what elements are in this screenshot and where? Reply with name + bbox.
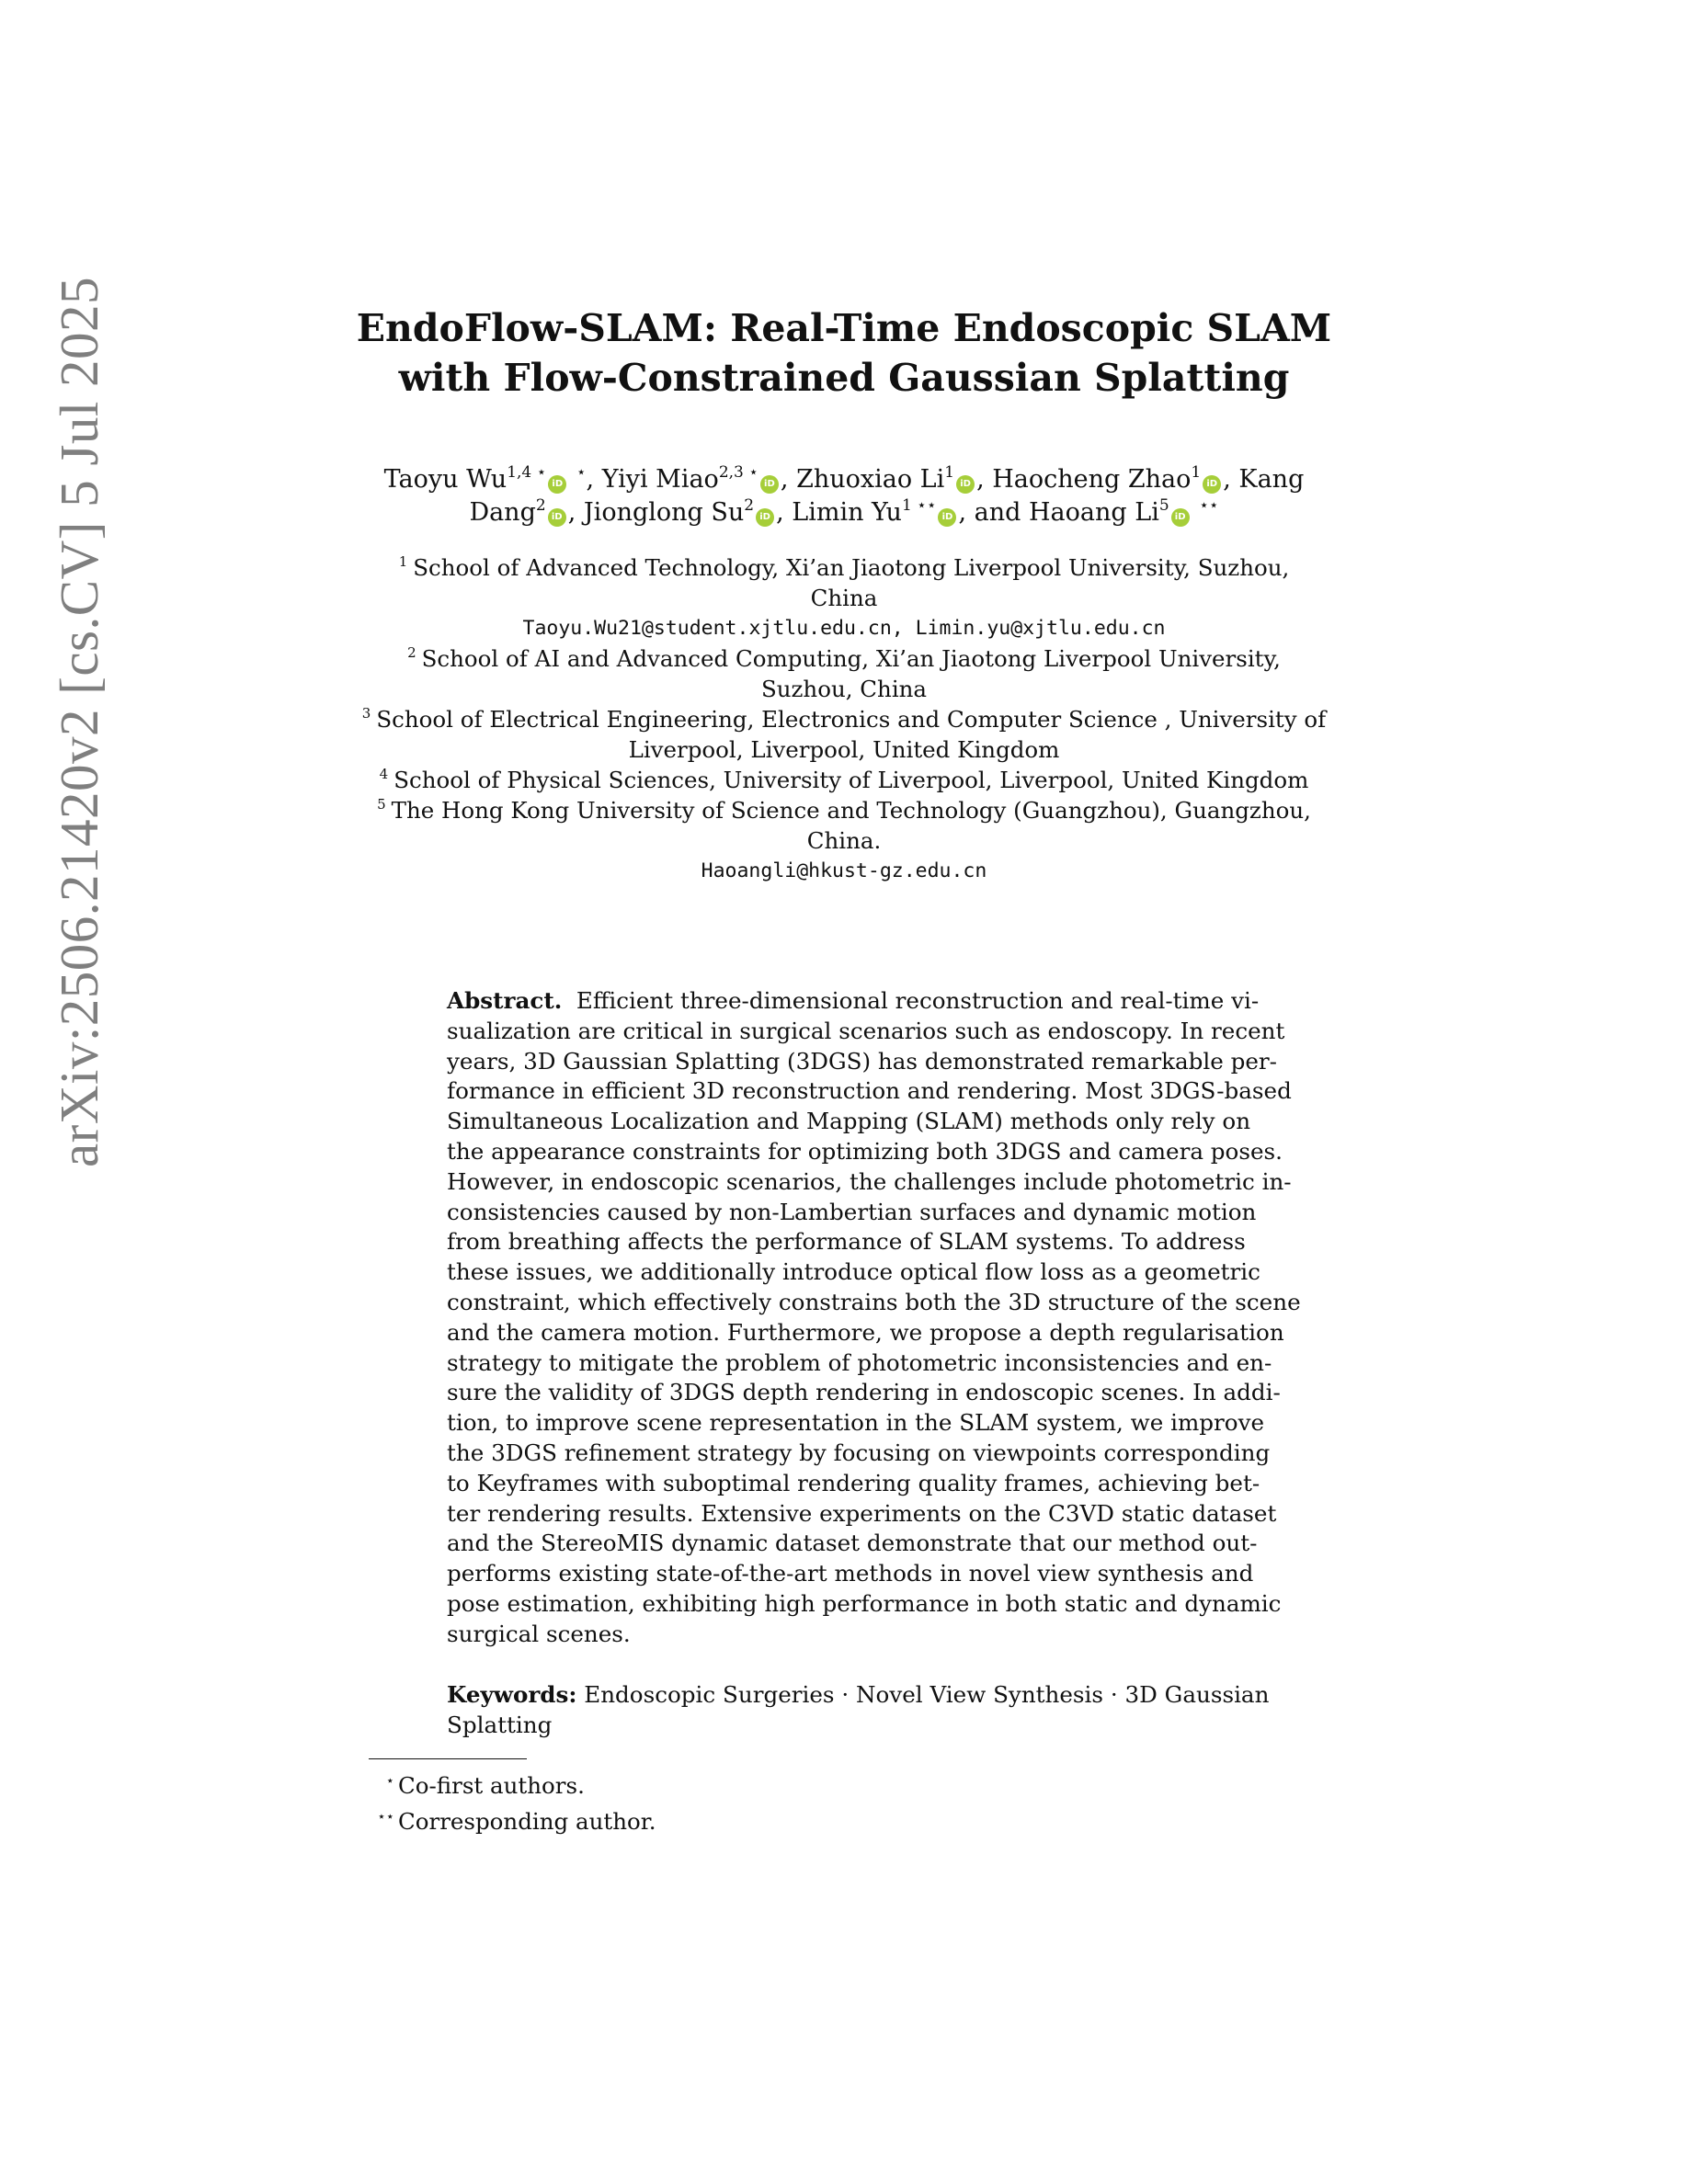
abstract-line: surgical scenes. — [447, 1620, 631, 1647]
affiliation-number: 1 — [398, 553, 408, 570]
arxiv-identifier-stamp: arXiv:2506.21420v2 [cs.CV] 5 Jul 2025 — [49, 277, 109, 1167]
author-name: Haocheng Zhao — [992, 465, 1192, 494]
author-mark: ⋆ — [576, 463, 587, 482]
abstract-line: pose estimation, exhibiting high performance in both static and dynamic — [447, 1589, 1282, 1617]
author-list — [276, 463, 1412, 529]
footnote-mark: ⋆⋆ — [377, 1807, 394, 1825]
abstract-line: tion, to improve scene representation in the SLAM system, we improve — [447, 1409, 1265, 1437]
author-line-1: Taoyu $Wu^{1,4 ⋆}iD$ ⋆, Yiyi Miao$^{2,3 ⋆}$iD , Zhuoxiao Li$^1$iD , Haocheng Zhao$^1$iD , Kang — [383, 463, 1305, 494]
author-affil-sup: 2 — [535, 496, 546, 515]
affiliation-number: 5 — [377, 796, 386, 813]
abstract-line: performs existing state-of-the-art methods in novel view synthesis and — [447, 1560, 1254, 1587]
abstract-line: to Keyframes with suboptimal rendering quality frames, achieving bet- — [447, 1469, 1260, 1496]
author-affil-sup: 1 ⋆⋆ — [901, 496, 937, 515]
abstract-line: and the StereoMIS dynamic dataset demonstrate that our method out- — [447, 1530, 1258, 1557]
title-line-2: with Flow-Constrained Gaussian Splatting — [398, 356, 1290, 400]
author-name: Yiyi Miao — [601, 465, 719, 494]
abstract-line: from breathing affects the performance of SLAM systems. To address — [447, 1228, 1246, 1256]
author-name: Zhuoxiao Li — [796, 465, 945, 494]
abstract-line: Abstract. Efficient three-dimensional reconstruction and real-time vi- — [447, 987, 1260, 1014]
author-affil-sup: 1 — [1191, 463, 1202, 482]
affiliation-5-email[interactable]: Haoangli@hkust-gz.edu.cn — [701, 859, 987, 882]
author-name: Jionglong Su — [583, 498, 745, 527]
affiliation-5: $^5$ The Hong Kong University of Science and Technology (Guangzhou), Guangzhou, — [377, 796, 1311, 824]
keywords-line: Splatting — [447, 1711, 553, 1738]
affiliation-number: 3 — [361, 705, 371, 722]
abstract-line: years, 3D Gaussian Splatting (3DGS) has demonstrated remarkable per- — [447, 1047, 1277, 1075]
footnote-divider — [369, 1758, 527, 1759]
author-mark: ⋆⋆ — [1199, 496, 1219, 515]
author-affil-sup: 2 — [744, 496, 755, 515]
author-name: Haoang Li — [1029, 498, 1159, 527]
abstract-line: ter rendering results. Extensive experiments on the C3VD static dataset — [447, 1499, 1277, 1527]
keywords-line: Keywords: Endoscopic Surgeries · Novel View Synthesis · 3D Gaussian — [447, 1681, 1270, 1708]
affiliation-list — [276, 552, 1412, 886]
abstract-line: the appearance constraints for optimizing both 3DGS and camera poses. — [447, 1137, 1283, 1165]
abstract-line: sualization are critical in surgical scenarios such as endoscopy. In recent — [447, 1017, 1285, 1044]
footnote-co-first: ⋆ Co-first authors. — [365, 1766, 656, 1802]
orcid-icon[interactable]: iD — [760, 475, 779, 494]
author-line-2: Dang$^2$iD , Jionglong Su$^2$iD , Limin $Yu^{1 ⋆⋆}iD$ , and Haoang Li$^5$iD ⋆⋆ — [469, 496, 1219, 527]
orcid-icon[interactable]: iD — [548, 475, 566, 494]
keywords — [447, 1680, 1270, 1741]
affiliation-2-cont: Suzhou, China — [760, 676, 928, 702]
affiliation-number: 4 — [379, 766, 389, 782]
orcid-icon[interactable]: iD — [756, 508, 774, 527]
affiliation-3: $^3$ School of Electrical Engineering, Electronics and Computer Science , University of — [361, 705, 1327, 733]
orcid-icon[interactable]: iD — [956, 475, 975, 494]
affiliation-4: $^4$ School of Physical Sciences, University of Liverpool, Liverpool, United Kingdom — [379, 766, 1309, 793]
abstract-line: Simultaneous Localization and Mapping (SLAM) methods only rely on — [447, 1108, 1251, 1135]
author-affil-sup: 5 — [1158, 496, 1169, 515]
footnote-mark: ⋆ — [385, 1772, 394, 1789]
abstract-line: consistencies caused by non-Lambertian surfaces and dynamic motion — [447, 1198, 1257, 1225]
author-name: Taoyu Wu — [383, 465, 508, 494]
abstract-label: Abstract. — [447, 987, 563, 1014]
keywords-label: Keywords: — [447, 1681, 577, 1708]
author-name: Limin Yu — [792, 498, 902, 527]
affiliation-1: $^1$ School of Advanced Technology, Xi’an Jiaotong Liverpool University, Suzhou, — [398, 553, 1290, 581]
footnote-corresponding: ⋆⋆ Corresponding author. — [365, 1802, 656, 1837]
author-name-part: Kang — [1238, 465, 1305, 494]
affiliation-2: $^2$ School of AI and Advanced Computing, Xi’an Jiaotong Liverpool University, — [407, 644, 1281, 672]
author-affil-sup: 1,4 ⋆ — [507, 463, 547, 482]
abstract — [447, 986, 1301, 1650]
paper-title — [276, 303, 1412, 403]
title-line-1: EndoFlow-SLAM: Real-Time Endoscopic SLAM — [356, 306, 1332, 350]
affiliation-1-email[interactable]: Taoyu.Wu21@student.xjtlu.edu.cn, Limin.yu@xjtlu.edu.cn — [522, 617, 1166, 640]
author-name-part: Dang — [469, 498, 536, 527]
abstract-line: the 3DGS refinement strategy by focusing on viewpoints corresponding — [447, 1439, 1271, 1466]
abstract-line: strategy to mitigate the problem of photometric inconsistencies and en- — [447, 1348, 1272, 1376]
abstract-line: formance in efficient 3D reconstruction and rendering. Most 3DGS-based — [447, 1077, 1292, 1105]
author-conjunction: and — [974, 498, 1021, 527]
author-affil-sup: 1 — [944, 463, 955, 482]
orcid-icon[interactable]: iD — [1203, 475, 1221, 494]
author-affil-sup: 2,3 ⋆ — [718, 463, 758, 482]
orcid-icon[interactable]: iD — [1171, 508, 1190, 527]
affiliation-1-cont: China — [810, 585, 878, 611]
affiliation-3-cont: Liverpool, Liverpool, United Kingdom — [628, 736, 1060, 763]
footnotes — [365, 1766, 656, 1837]
abstract-line: sure the validity of 3DGS depth rendering in endoscopic scenes. In addi- — [447, 1379, 1281, 1406]
affiliation-number: 2 — [407, 644, 416, 661]
orcid-icon[interactable]: iD — [548, 508, 566, 527]
affiliation-5-cont: China. — [806, 827, 882, 854]
orcid-icon[interactable]: iD — [938, 508, 956, 527]
abstract-line: However, in endoscopic scenarios, the challenges include photometric in- — [447, 1167, 1292, 1195]
abstract-line: constraint, which effectively constrains both the 3D structure of the scene — [447, 1288, 1301, 1315]
abstract-line: and the camera motion. Furthermore, we propose a depth regularisation — [447, 1318, 1284, 1346]
abstract-line: these issues, we additionally introduce optical flow loss as a geometric — [447, 1258, 1260, 1286]
